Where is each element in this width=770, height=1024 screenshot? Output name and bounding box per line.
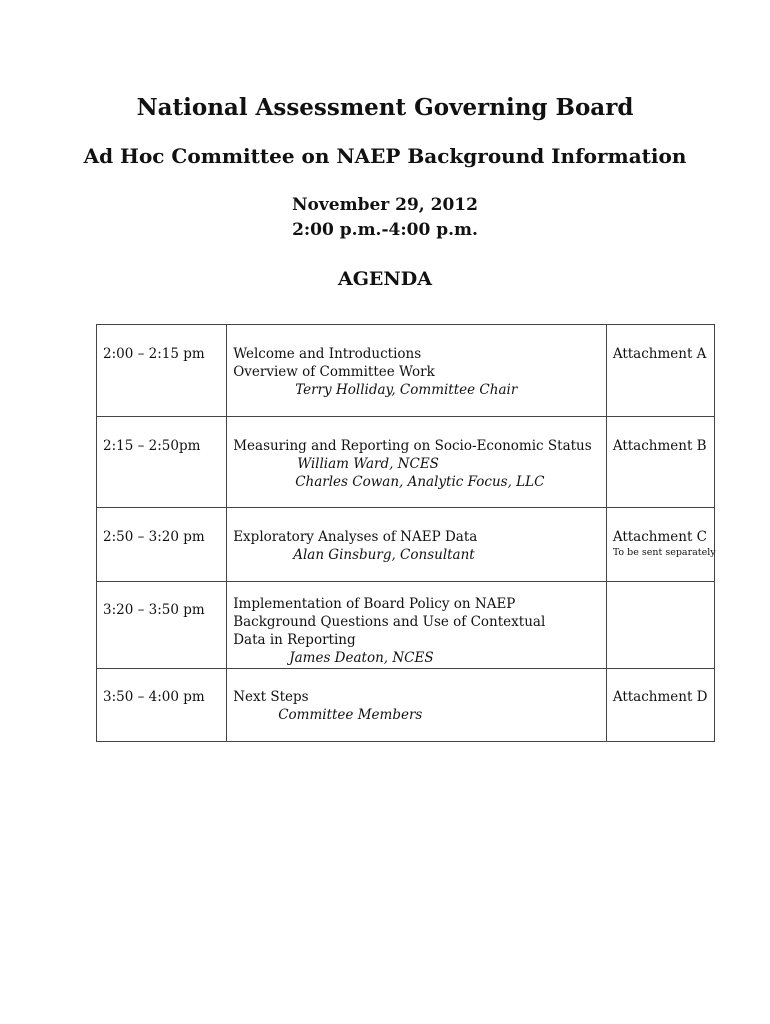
presenter-name: Charles Cowan, Analytic Focus, LLC: [295, 474, 545, 490]
time-slot: 2:00 – 2:15 pm: [103, 346, 205, 362]
presenter-name: Terry Holliday, Committee Chair: [295, 382, 518, 398]
time-slot: 2:15 – 2:50pm: [103, 438, 201, 454]
agenda-heading: AGENDA: [337, 268, 433, 290]
agenda-row: [97, 417, 715, 508]
agenda-item: Overview of Committee Work: [233, 364, 435, 380]
agenda-row: [97, 582, 715, 669]
time-cell: [97, 669, 227, 742]
time-slot: 2:50 – 3:20 pm: [103, 529, 205, 545]
agenda-item: Next Steps: [233, 689, 309, 705]
agenda-table: [96, 324, 715, 742]
time-cell: [97, 508, 227, 582]
presenter-name: Alan Ginsburg, Consultant: [293, 547, 475, 563]
time-slot: 3:20 – 3:50 pm: [103, 602, 205, 618]
meeting-date: November 29, 2012: [292, 195, 478, 215]
agenda-item: Measuring and Reporting on Socio-Economic Status: [233, 438, 592, 454]
presenter-name: Committee Members: [278, 707, 423, 723]
presenter-name: James Deaton, NCES: [289, 650, 434, 666]
item-cell: [227, 508, 607, 582]
committee-title: Ad Hoc Committee on NAEP Background Information: [83, 144, 687, 168]
agenda-row: [97, 508, 715, 582]
attachment-note: To be sent separately: [612, 547, 716, 558]
agenda-row: [97, 669, 715, 742]
attachment-cell: [606, 508, 714, 582]
attachment-label: Attachment D: [612, 689, 708, 705]
attachment-cell: [606, 669, 714, 742]
attachment-label: Attachment C: [612, 529, 708, 545]
item-cell: [227, 417, 607, 508]
attachment-cell: [606, 582, 714, 669]
time-cell: [97, 582, 227, 669]
agenda-item: Exploratory Analyses of NAEP Data: [233, 529, 478, 545]
item-cell: [227, 582, 607, 669]
meeting-time: 2:00 p.m.-4:00 p.m.: [292, 220, 478, 240]
item-cell: [227, 325, 607, 417]
attachment-cell: [606, 417, 714, 508]
item-cell: [227, 669, 607, 742]
organization-title: National Assessment Governing Board: [136, 94, 634, 121]
agenda-item: Welcome and Introductions: [233, 346, 422, 362]
attachment-label: Attachment A: [612, 346, 707, 362]
attachment-label: Attachment B: [612, 438, 707, 454]
attachment-cell: [606, 325, 714, 417]
time-cell: [97, 417, 227, 508]
agenda-item: Implementation of Board Policy on NAEP Background Questions and Use of Contextual Data in Reporting: [233, 596, 546, 648]
time-slot: 3:50 – 4:00 pm: [103, 689, 205, 705]
time-cell: [97, 325, 227, 417]
presenter-name: William Ward, NCES: [297, 456, 439, 472]
agenda-row: [97, 325, 715, 417]
